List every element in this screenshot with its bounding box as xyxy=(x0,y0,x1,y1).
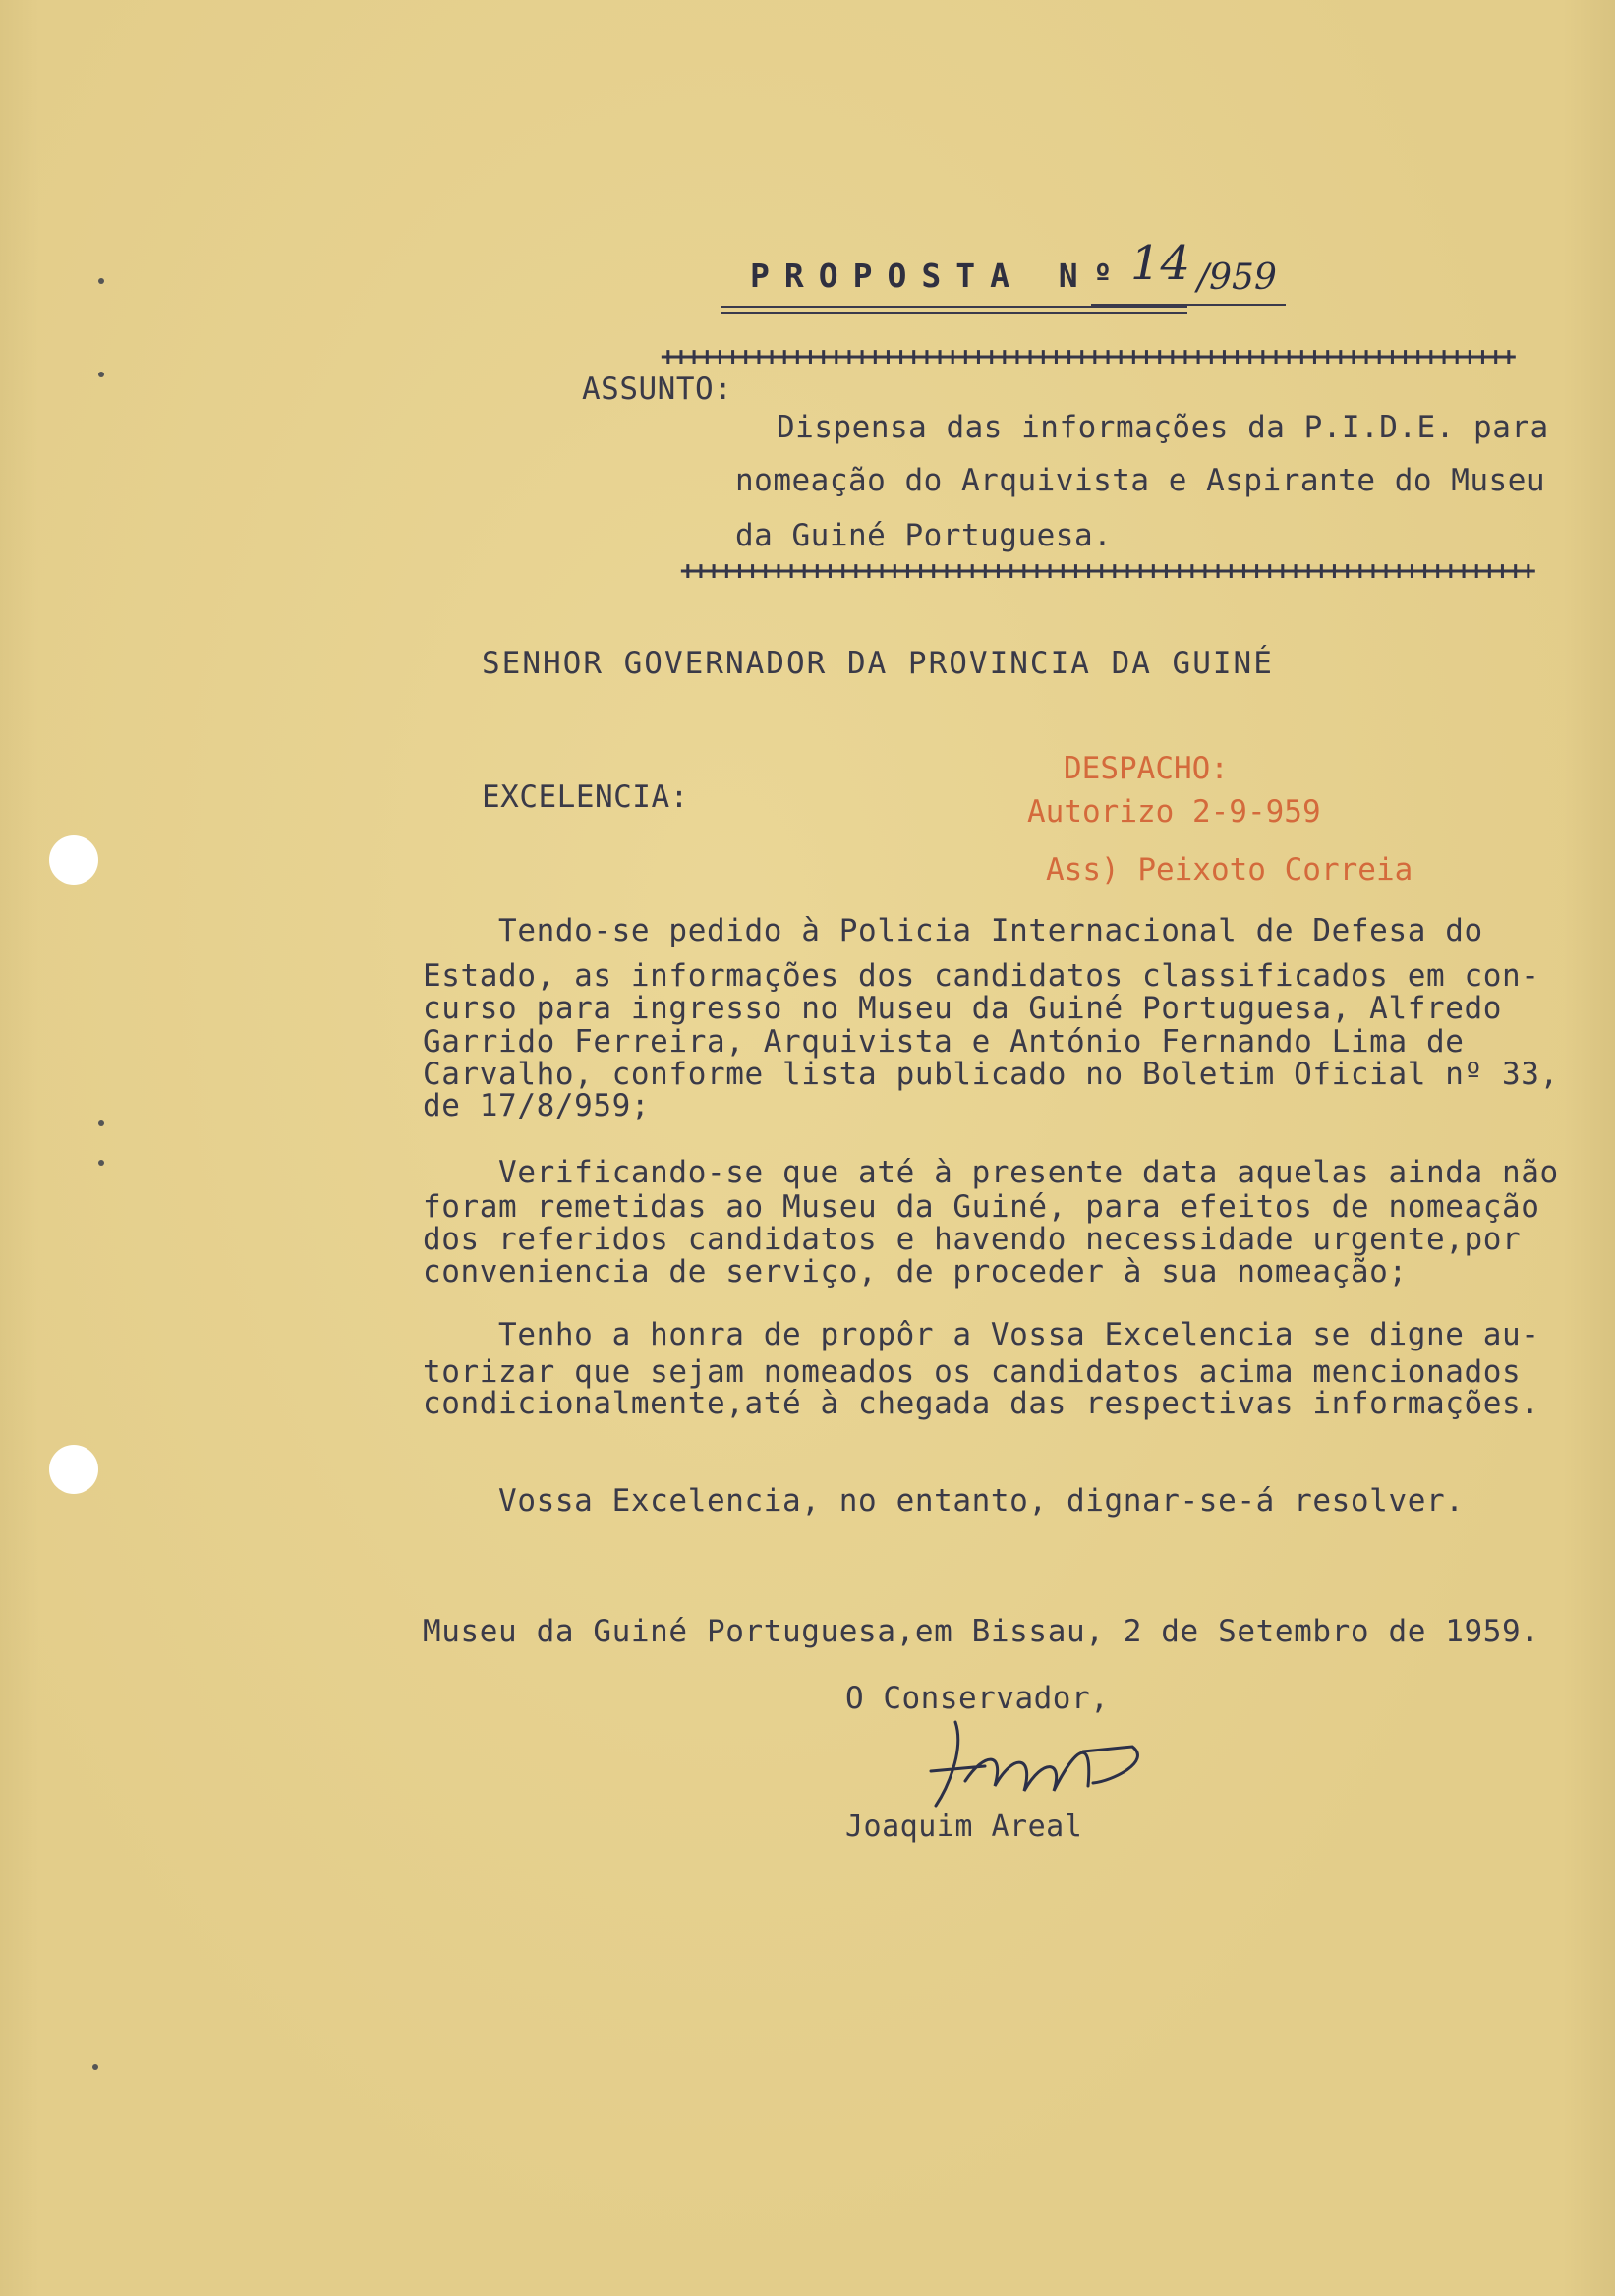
signatory-name: Joaquim Areal xyxy=(845,1809,1083,1844)
margin-mark xyxy=(98,278,104,284)
paragraph-line: conveniencia de serviço, de proceder à sua nomeação; xyxy=(423,1254,1408,1290)
subject-line: nomeação do Arquivista e Aspirante do Museu xyxy=(735,463,1546,498)
salutation: EXCELENCIA: xyxy=(482,779,689,815)
plus-rule-bottom: ++++++++++++++++++++++++++++++++++++++++++++++++++++++++++++++++++ xyxy=(680,556,1534,586)
paragraph-line: de 17/8/959; xyxy=(423,1088,651,1123)
closing-line: Vossa Excelencia, no entanto, dignar-se-á resolver. xyxy=(423,1483,1465,1519)
paragraph-line: Tenho a honra de propôr a Vossa Excelencia se digne au- xyxy=(423,1317,1540,1352)
punch-hole-bottom xyxy=(49,1445,98,1494)
subject-label: ASSUNTO: xyxy=(582,372,733,407)
signoff: O Conservador, xyxy=(845,1681,1110,1716)
proposal-year-handwritten: /959 xyxy=(1197,258,1277,298)
title-underline-2 xyxy=(721,312,1187,314)
paragraph-line: dos referidos candidatos e havendo necessidade urgente,por xyxy=(423,1222,1522,1257)
paragraph-line: Garrido Ferreira, Arquivista e António Fernando Lima de xyxy=(423,1024,1465,1060)
addressee: SENHOR GOVERNADOR DA PROVINCIA DA GUINÉ xyxy=(482,646,1274,681)
despacho-signature: Ass) Peixoto Correia xyxy=(1046,852,1413,888)
paragraph-line: Verificando-se que até à presente data aquelas ainda não xyxy=(423,1155,1559,1190)
handwritten-underline xyxy=(1091,304,1286,306)
margin-mark xyxy=(98,1120,104,1126)
paragraph-line: foram remetidas ao Museu da Guiné, para efeitos de nomeação xyxy=(423,1189,1540,1225)
paragraph-line: curso para ingresso no Museu da Guiné Portuguesa, Alfredo xyxy=(423,991,1503,1026)
paragraph-line: Tendo-se pedido à Policia Internacional de Defesa do xyxy=(423,913,1483,948)
despacho-heading: DESPACHO: xyxy=(1064,751,1229,786)
paragraph-line: torizar que sejam nomeados os candidatos acima mencionados xyxy=(423,1354,1522,1390)
proposal-title: PROPOSTA Nº xyxy=(750,257,1127,295)
plus-rule-top: ++++++++++++++++++++++++++++++++++++++++++++++++++++++++++++++++++ xyxy=(661,342,1515,372)
place-date: Museu da Guiné Portuguesa,em Bissau, 2 de Setembro de 1959. xyxy=(423,1614,1540,1649)
paragraph-line: Carvalho, conforme lista publicado no Boletim Oficial nº 33, xyxy=(423,1057,1559,1092)
paragraph-line: Estado, as informações dos candidatos classificados em con- xyxy=(423,958,1540,994)
margin-mark xyxy=(98,1160,104,1166)
subject-line: da Guiné Portuguesa. xyxy=(735,518,1113,553)
handwritten-signature xyxy=(926,1712,1182,1820)
despacho-authorization: Autorizo 2-9-959 xyxy=(1027,794,1321,830)
paragraph-line: condicionalmente,até à chegada das respectivas informações. xyxy=(423,1386,1540,1421)
punch-hole-top xyxy=(49,835,98,885)
margin-mark xyxy=(92,2064,98,2070)
margin-mark xyxy=(98,372,104,377)
title-underline-1 xyxy=(721,306,1187,308)
subject-line: Dispensa das informações da P.I.D.E. para xyxy=(777,410,1549,445)
proposal-number-handwritten: 14 xyxy=(1130,236,1191,291)
